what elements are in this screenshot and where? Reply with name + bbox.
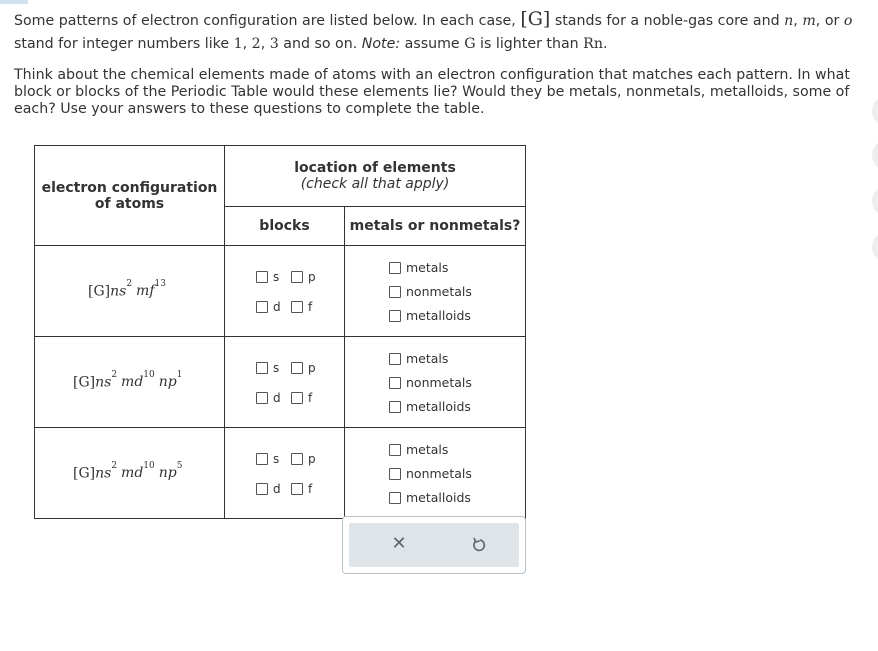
intro-paragraph-2: Think about the chemical elements made of atoms with an electron configuration that matches each pattern. In what block or blocks of the Periodic Table would these elements lie? Would they be metals, nonmetals, metalloids, some of each? Use your answers to these questions to complete the table. [14,67,850,117]
metalloids-checkbox[interactable]: metalloids [389,399,471,414]
block-p-checkbox[interactable]: p [291,452,316,466]
metals-cell [345,337,526,428]
col-header-config: electron configuration of atoms [35,146,225,246]
block-s-checkbox[interactable]: s [256,361,279,375]
block-p-checkbox[interactable]: p [291,270,316,284]
block-f-checkbox[interactable]: f [291,482,312,496]
top-accent-bar [0,0,28,4]
block-d-checkbox[interactable]: d [256,482,281,496]
config-cell: $[G]ns^2$ $mf^{13}$ [35,246,225,337]
block-d-checkbox[interactable]: d [256,300,281,314]
block-p-checkbox[interactable]: p [291,361,316,375]
answer-toolbar [342,516,526,574]
block-f-checkbox[interactable]: f [291,391,312,405]
side-decoration [872,232,878,262]
metals-checkbox[interactable]: metals [389,351,448,366]
block-d-checkbox[interactable]: d [256,391,281,405]
metals-cell [345,428,526,519]
noble-gas-symbol: [G] [520,8,551,30]
table-row [35,337,526,428]
col-header-blocks: blocks [225,207,345,246]
table-row [35,246,526,337]
undo-icon[interactable] [471,537,487,553]
metalloids-checkbox[interactable]: metalloids [389,308,471,323]
config-cell: $[G]ns^2$ $md^{10}$ $np^1$ [35,337,225,428]
side-decoration [872,140,878,170]
nonmetals-checkbox[interactable]: nonmetals [389,466,472,481]
block-s-checkbox[interactable]: s [256,452,279,466]
side-decoration [872,96,878,126]
block-f-checkbox[interactable]: f [291,300,312,314]
block-s-checkbox[interactable]: s [256,270,279,284]
nonmetals-checkbox[interactable]: nonmetals [389,284,472,299]
metals-checkbox[interactable]: metals [389,442,448,457]
col-header-metals: metals or nonmetals? [345,207,526,246]
blocks-cell [225,337,345,428]
side-decoration [872,186,878,216]
col-header-location: location of elements (check all that apply) [225,146,526,207]
metals-checkbox[interactable]: metals [389,260,448,275]
blocks-cell [225,246,345,337]
metalloids-checkbox[interactable]: metalloids [389,490,471,505]
intro-paragraph-1: Some patterns of electron configuration are listed below. In each case, [G] stands for a noble-gas core and n, m, or o stand for integer numbers like 1, 2, 3 and so on. Note: assume G is lighter than Rn. [14,8,853,52]
table-row [35,428,526,519]
x-icon[interactable]: ✕ [391,533,407,554]
config-cell: $[G]ns^2$ $md^{10}$ $np^5$ [35,428,225,519]
metals-cell [345,246,526,337]
blocks-cell [225,428,345,519]
nonmetals-checkbox[interactable]: nonmetals [389,375,472,390]
electron-config-table [34,145,526,519]
